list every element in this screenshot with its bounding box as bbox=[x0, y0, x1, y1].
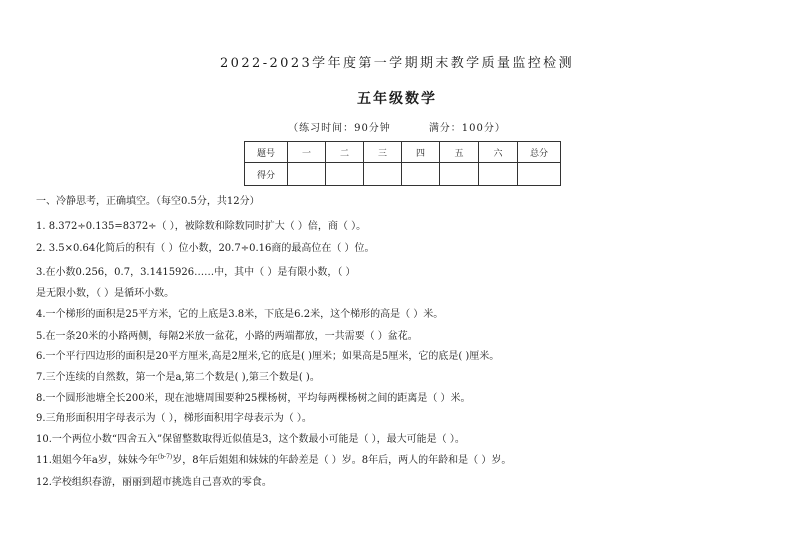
col-1: 一 bbox=[288, 142, 326, 163]
score-cell[interactable] bbox=[518, 163, 561, 186]
score-cell[interactable] bbox=[402, 163, 440, 186]
time-limit: （练习时间：90分钟 bbox=[288, 123, 391, 134]
question-4: 4.一个梯形的面积是25平方米，它的上底是3.8米，下底是6.2米，这个梯形的高是（ ）米。 bbox=[36, 309, 444, 320]
score-cell[interactable] bbox=[364, 163, 402, 186]
score-table bbox=[244, 141, 561, 186]
question-11 bbox=[36, 451, 511, 466]
score-cell[interactable] bbox=[288, 163, 326, 186]
row-label-score: 得分 bbox=[245, 163, 288, 186]
question-10: 10.一个两位小数“四舍五入”保留整数取得近似值是3，这个数最小可能是（ ），最大可能是（ ）。 bbox=[36, 434, 465, 445]
question-8: 8.一个圆形池塘全长200米，现在池塘周围要种25棵杨树，平均每两棵杨树之间的距离是（ ）米。 bbox=[36, 393, 471, 404]
question-3-cont: 是无限小数，（ ）是循环小数。 bbox=[36, 288, 175, 299]
score-cell[interactable] bbox=[479, 163, 518, 186]
question-3: 3.在小数0.256，0.7̇，3.1415926……中，其中（ ）是有限小数，（ ） bbox=[36, 267, 356, 278]
question-5: 5.在一条20米的小路两侧，每隔2米放一盆花，小路的两端都放，一共需要（ ）盆花。 bbox=[36, 331, 418, 342]
question-11-part-2: 岁，8年后姐姐和妹妹的年龄差是（ ）岁。8年后，两人的年龄和是（ ）岁。 bbox=[172, 455, 512, 466]
question-1: 1. 8.372÷0.135=8372÷（ ），被除数和除数同时扩大（ ）倍，商（ ）。 bbox=[36, 221, 367, 232]
col-5: 五 bbox=[440, 142, 479, 163]
question-7: 7.三个连续的自然数，第一个是a,第二个数是( ),第三个数是( )。 bbox=[36, 372, 320, 383]
full-score: 满分：100分） bbox=[428, 123, 506, 134]
score-cell[interactable] bbox=[326, 163, 364, 186]
question-11-part-1: 11.姐姐今年a岁，妹妹今年 bbox=[36, 455, 158, 466]
score-table-score-row bbox=[245, 163, 561, 186]
question-9: 9.三角形面积用字母表示为（ ），梯形面积用字母表示为（ ）。 bbox=[36, 413, 312, 424]
question-6: 6.一个平行四边形的面积是20平方厘米,高是2厘米,它的底是( )厘米；如果高是5厘米，它的底是( )厘米。 bbox=[36, 351, 500, 362]
col-6: 六 bbox=[479, 142, 518, 163]
exam-title: 2022-2023学年度第一学期期末教学质量监控检测 bbox=[220, 56, 574, 71]
row-label-question: 题号 bbox=[245, 142, 288, 163]
exam-subtitle: 五年级数学 bbox=[357, 91, 437, 107]
score-cell[interactable] bbox=[440, 163, 479, 186]
col-4: 四 bbox=[402, 142, 440, 163]
score-table-header-row bbox=[245, 142, 561, 163]
question-12: 12.学校组织春游，丽丽到超市挑选自己喜欢的零食。 bbox=[36, 477, 272, 488]
col-2: 二 bbox=[326, 142, 364, 163]
section-heading: 一、冷静思考，正确填空。（每空0.5分，共12分） bbox=[36, 196, 260, 207]
question-2: 2. 3.5×0.64化简后的积有（ ）位小数，20.7÷0.16商的最高位在（ ）位。 bbox=[36, 243, 375, 254]
col-3: 三 bbox=[364, 142, 402, 163]
question-11-expression: (b-7) bbox=[157, 453, 173, 461]
col-total: 总分 bbox=[518, 142, 561, 163]
exam-meta bbox=[0, 119, 794, 134]
